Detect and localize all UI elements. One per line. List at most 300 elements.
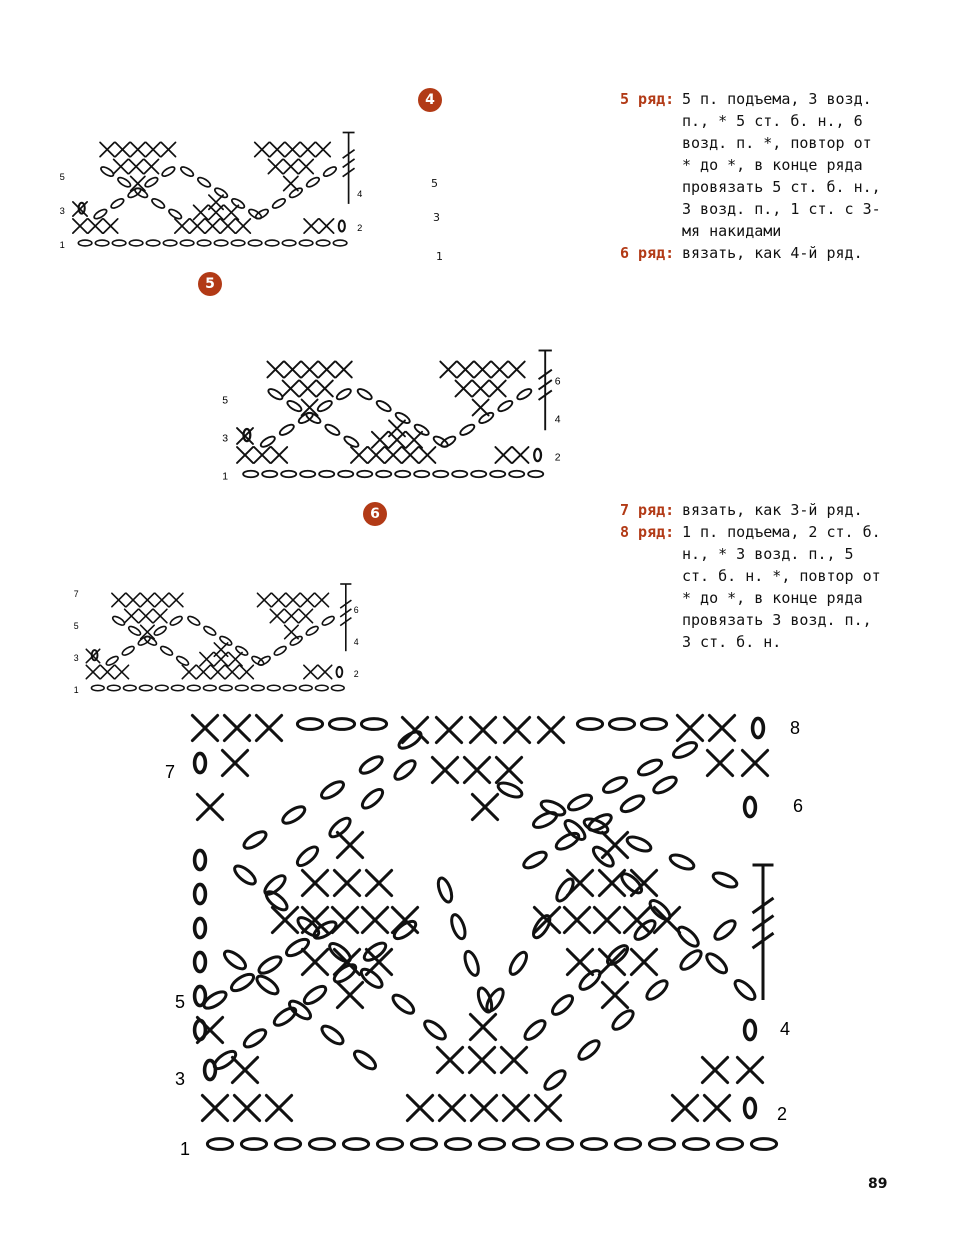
chain-stitch-symbol (577, 719, 602, 730)
crochet-diagram-4 (55, 80, 415, 260)
chain-stitch-symbol (683, 1139, 708, 1150)
single-crochet-symbol (301, 593, 314, 606)
chain-stitch-symbol (111, 615, 125, 627)
chain-stitch-symbol (197, 240, 211, 246)
chain-stitch-symbol (471, 471, 486, 477)
chain-stitch-symbol (243, 471, 258, 477)
single-crochet-symbol (73, 219, 87, 233)
instruction-row-6 (620, 242, 882, 264)
chain-stitch-symbol (445, 1139, 470, 1150)
single-crochet-symbol (567, 949, 592, 974)
single-crochet-symbol (351, 447, 367, 463)
single-crochet-symbol (284, 176, 298, 190)
single-crochet-symbol (672, 1095, 697, 1120)
chain-stitch-symbol (411, 1139, 436, 1150)
instruction-label: 7 ряд: (620, 501, 675, 519)
chain-stitch-symbol (305, 411, 322, 425)
single-crochet-symbol (200, 652, 213, 665)
single-crochet-symbol (332, 907, 357, 932)
chain-stitch-symbol (171, 685, 184, 690)
row-number: 3 (59, 206, 65, 217)
chain-stitch-symbol (619, 793, 646, 815)
instruction-label: 5 ряд: (620, 90, 675, 108)
chain-stitch-symbol (376, 471, 391, 477)
chain-stitch-symbol (248, 240, 262, 246)
row-number: 2 (357, 223, 363, 234)
single-crochet-symbol (602, 982, 627, 1007)
chain-stitch-symbol (272, 1005, 299, 1029)
chain-stitch-symbol (338, 471, 353, 477)
single-crochet-symbol (304, 665, 317, 678)
badge-4: 4 (418, 88, 442, 112)
single-crochet-symbol (742, 750, 767, 775)
single-crochet-symbol (538, 717, 563, 742)
chain-stitch-symbol (219, 685, 232, 690)
chain-stitch-symbol (278, 423, 295, 437)
treble-crochet-symbol (539, 351, 552, 431)
single-crochet-symbol (285, 142, 299, 156)
chain-stitch-symbol (335, 387, 352, 401)
chain-stitch-symbol (93, 208, 108, 221)
chain-stitch-symbol (377, 1139, 402, 1150)
chain-stitch-symbol (319, 779, 346, 802)
chain-stitch-symbol (309, 1139, 334, 1150)
chain-stitch-symbol (668, 852, 695, 872)
single-crochet-symbol (301, 142, 315, 156)
chain-stitch-symbol (273, 645, 287, 657)
chain-stitch-symbol (711, 870, 738, 890)
chain-stitch-symbol (251, 685, 264, 690)
chain-stitch-symbol (462, 950, 481, 977)
single-crochet-symbol (112, 593, 125, 606)
chain-stitch-symbol (359, 786, 385, 811)
chain-stitch-symbol (196, 176, 211, 189)
row-number: 3 (73, 652, 79, 663)
crochet-diagram-large (165, 700, 815, 1170)
chain-stitch-symbol (554, 830, 581, 852)
chain-stitch-symbol (294, 844, 320, 869)
chain-stitch-symbol (343, 1139, 368, 1150)
row-number: 6 (554, 376, 561, 388)
single-crochet-symbol (175, 219, 189, 233)
single-crochet-symbol (299, 609, 312, 622)
row-number: 3 (175, 1069, 186, 1089)
single-crochet-symbol (270, 609, 283, 622)
single-crochet-symbol (402, 447, 418, 463)
single-crochet-symbol (146, 142, 160, 156)
chain-stitch-symbol (179, 165, 194, 178)
single-crochet-symbol (677, 715, 702, 740)
chain-stitch-symbol (259, 435, 276, 449)
single-crochet-symbol (302, 362, 318, 378)
instruction-label: 6 ряд: (620, 244, 675, 262)
single-crochet-symbol (224, 205, 238, 219)
chain-stitch-symbol (395, 471, 410, 477)
single-crochet-symbol (457, 362, 473, 378)
side-number-1: 1 (436, 250, 443, 263)
turning-chain-symbol (195, 1020, 206, 1039)
chain-stitch-symbol (207, 1139, 232, 1150)
chain-stitch-symbol (333, 240, 347, 246)
single-crochet-symbol (285, 362, 301, 378)
single-crochet-symbol (221, 219, 235, 233)
chain-stitch-symbol (107, 685, 120, 690)
single-crochet-symbol (103, 219, 117, 233)
instruction-row-8 (620, 521, 882, 653)
chain-stitch-symbol (357, 471, 372, 477)
chain-stitch-symbol (143, 635, 157, 647)
chain-stitch-symbol (212, 1048, 239, 1072)
single-crochet-symbol (362, 907, 387, 932)
chain-stitch-symbol (235, 685, 248, 690)
chain-stitch-symbol (356, 387, 373, 401)
single-crochet-symbol (319, 219, 333, 233)
chain-stitch-symbol (187, 685, 200, 690)
single-crochet-symbol (285, 625, 298, 638)
chain-stitch-symbol (324, 423, 341, 437)
turning-chain-symbol (195, 850, 206, 869)
single-crochet-symbol (496, 757, 521, 782)
instruction-text: вязать, как 3-й ряд. (682, 501, 863, 519)
instruction-text: вязать, как 4-й ряд. (682, 244, 863, 262)
single-crochet-symbol (366, 870, 391, 895)
chain-stitch-symbol (547, 1139, 572, 1150)
chain-stitch-symbol (582, 816, 609, 836)
chain-stitch-symbol (531, 810, 558, 831)
single-crochet-symbol (182, 665, 195, 678)
single-crochet-symbol (286, 593, 299, 606)
chain-stitch-symbol (117, 176, 132, 189)
chain-stitch-symbol (229, 971, 256, 994)
badge-5: 5 (198, 272, 222, 296)
chain-stitch-symbol (436, 876, 455, 903)
chain-stitch-symbol (507, 950, 530, 977)
single-crochet-symbol (126, 593, 139, 606)
single-crochet-symbol (406, 432, 422, 448)
single-crochet-symbol (436, 717, 461, 742)
chain-stitch-symbol (78, 240, 92, 246)
chain-stitch-symbol (671, 740, 698, 761)
chain-stitch-symbol (95, 240, 109, 246)
single-crochet-symbol (501, 1047, 526, 1072)
single-crochet-symbol (141, 593, 154, 606)
single-crochet-symbol (153, 609, 166, 622)
chain-stitch-symbol (231, 240, 245, 246)
chain-stitch-symbol (414, 471, 429, 477)
single-crochet-symbol (475, 362, 491, 378)
chain-stitch-symbol (139, 685, 152, 690)
single-crochet-symbol (490, 381, 506, 397)
single-crochet-symbol (267, 362, 283, 378)
single-crochet-symbol (492, 362, 508, 378)
single-crochet-symbol (318, 665, 331, 678)
chain-stitch-symbol (230, 197, 245, 210)
chain-stitch-symbol (146, 240, 160, 246)
chain-stitch-symbol (521, 849, 548, 871)
single-crochet-symbol (161, 142, 175, 156)
single-crochet-symbol (100, 142, 114, 156)
single-crochet-symbol (337, 982, 362, 1007)
chain-stitch-symbol (490, 471, 505, 477)
chain-stitch-symbol (651, 774, 678, 796)
row-number: 3 (222, 433, 229, 445)
single-crochet-symbol (599, 870, 624, 895)
single-crochet-symbol (336, 362, 352, 378)
chain-stitch-symbol (358, 754, 385, 777)
chain-stitch-symbol (242, 1027, 269, 1051)
treble-crochet-symbol (340, 584, 351, 651)
chain-stitch-symbol (316, 240, 330, 246)
row-number: 8 (790, 718, 801, 738)
row-number: 2 (353, 668, 359, 679)
chain-stitch-symbol (267, 685, 280, 690)
chain-stitch-symbol (641, 719, 666, 730)
instruction-row-7 (620, 499, 882, 521)
chain-stitch-symbol (280, 804, 307, 827)
single-crochet-symbol (464, 757, 489, 782)
chain-stitch-symbol (265, 240, 279, 246)
chain-stitch-symbol (129, 240, 143, 246)
chain-stitch-symbol (241, 1139, 266, 1150)
single-crochet-symbol (229, 652, 242, 665)
row-number: 4 (780, 1019, 791, 1039)
turning-chain-symbol (195, 952, 206, 971)
chain-stitch-symbol (222, 948, 249, 972)
instruction-row-5 (620, 88, 882, 242)
single-crochet-symbol (304, 219, 318, 233)
chain-stitch-symbol (134, 186, 149, 199)
chain-stitch-symbol (452, 471, 467, 477)
chain-stitch-symbol (271, 197, 286, 210)
chain-stitch-symbol (180, 240, 194, 246)
chain-stitch-symbol (315, 685, 328, 690)
treble-crochet-symbol (343, 133, 355, 204)
single-crochet-symbol (419, 447, 435, 463)
chain-stitch-symbol (522, 1018, 548, 1043)
single-crochet-symbol (319, 362, 335, 378)
single-crochet-symbol (240, 665, 253, 678)
instructions-bottom (620, 499, 882, 653)
row-number: 5 (73, 620, 79, 631)
single-crochet-symbol (432, 757, 457, 782)
chain-stitch-symbol (678, 948, 704, 973)
chain-stitch-symbol (390, 992, 416, 1016)
chain-stitch-symbol (267, 387, 284, 401)
row-number: 1 (59, 240, 65, 251)
single-crochet-symbol (214, 652, 227, 665)
single-crochet-symbol (234, 1095, 259, 1120)
row-number: 4 (554, 414, 561, 426)
single-crochet-symbol (222, 750, 247, 775)
single-crochet-symbol (316, 142, 330, 156)
single-crochet-symbol (385, 447, 401, 463)
chain-stitch-symbol (609, 719, 634, 730)
single-crochet-symbol (470, 1014, 495, 1039)
single-crochet-symbol (236, 219, 250, 233)
diagram-large-svg (165, 700, 815, 1170)
turning-chain-symbol (753, 718, 764, 737)
chain-stitch-symbol (241, 829, 268, 852)
single-crochet-symbol (302, 870, 327, 895)
row-number: 4 (353, 636, 359, 647)
single-crochet-symbol (272, 593, 285, 606)
chain-stitch-symbol (610, 1008, 636, 1033)
single-crochet-symbol (270, 142, 284, 156)
chain-stitch-symbol (449, 913, 468, 940)
single-crochet-symbol (197, 665, 210, 678)
chain-stitch-symbol (282, 240, 296, 246)
chain-stitch-symbol (254, 973, 281, 997)
instruction-label: 8 ряд: (620, 523, 675, 541)
chain-stitch-symbol (300, 471, 315, 477)
chain-stitch-symbol (283, 685, 296, 690)
single-crochet-symbol (470, 717, 495, 742)
chain-stitch-symbol (123, 685, 136, 690)
page-number: 89 (868, 1176, 888, 1192)
chain-stitch-symbol (516, 387, 533, 401)
turning-chain-symbol (745, 1020, 756, 1039)
chain-stitch-symbol (203, 625, 217, 637)
chain-stitch-symbol (203, 685, 216, 690)
single-crochet-symbol (125, 609, 138, 622)
chain-stitch-symbol (299, 240, 313, 246)
single-crochet-symbol (271, 447, 287, 463)
chain-stitch-symbol (479, 1139, 504, 1150)
chain-stitch-symbol (649, 1139, 674, 1150)
single-crochet-symbol (192, 715, 217, 740)
single-crochet-symbol (337, 832, 362, 857)
chain-stitch-symbol (127, 625, 141, 637)
turning-chain-symbol (339, 221, 345, 232)
chain-stitch-symbol (151, 197, 166, 210)
chain-stitch-symbol (319, 1023, 346, 1047)
chain-stitch-symbol (262, 471, 277, 477)
chain-stitch-symbol (100, 165, 115, 178)
single-crochet-symbol (86, 665, 99, 678)
single-crochet-symbol (225, 665, 238, 678)
chain-stitch-symbol (302, 983, 329, 1007)
single-crochet-symbol (315, 593, 328, 606)
chain-stitch-symbol (528, 471, 543, 477)
chain-stitch-symbol (581, 1139, 606, 1150)
turning-chain-symbol (195, 884, 206, 903)
single-crochet-symbol (469, 1047, 494, 1072)
badge-6: 6 (363, 502, 387, 526)
single-crochet-symbol (205, 219, 219, 233)
single-crochet-symbol (224, 715, 249, 740)
single-crochet-symbol (707, 750, 732, 775)
turning-chain-symbol (534, 449, 541, 461)
single-crochet-symbol (285, 609, 298, 622)
turning-chain-symbol (745, 797, 756, 816)
turning-chain-symbol (195, 753, 206, 772)
single-crochet-symbol (472, 794, 497, 819)
chain-stitch-symbol (625, 834, 652, 854)
row-number: 4 (357, 189, 363, 200)
single-crochet-symbol (402, 717, 427, 742)
single-crochet-symbol (194, 205, 208, 219)
chain-stitch-symbol (187, 615, 201, 627)
treble-crochet-symbol (753, 865, 774, 1000)
single-crochet-symbol (237, 447, 253, 463)
single-crochet-symbol (268, 159, 282, 173)
chain-stitch-symbol (396, 729, 423, 752)
chain-stitch-symbol (299, 685, 312, 690)
single-crochet-symbol (139, 609, 152, 622)
chain-stitch-symbol (601, 775, 628, 796)
chain-stitch-symbol (576, 1038, 602, 1063)
single-crochet-symbol (631, 949, 656, 974)
single-crochet-symbol (317, 381, 333, 397)
crochet-diagram-6 (65, 500, 375, 700)
instructions-top (620, 88, 882, 264)
chain-stitch-symbol (331, 685, 344, 690)
single-crochet-symbol (334, 870, 359, 895)
chain-stitch-symbol (319, 471, 334, 477)
single-crochet-symbol (155, 593, 168, 606)
instruction-text: 1 п. подъема, 2 ст. б. н., * 3 возд. п., 5 ст. б. н. *, повтор от * до *, в конце ряда провязать 3 возд. п., 3 ст. б. н. (682, 523, 881, 651)
single-crochet-symbol (702, 1057, 727, 1082)
chain-stitch-symbol (281, 471, 296, 477)
chain-stitch-symbol (305, 625, 319, 637)
chain-stitch-symbol (542, 1068, 568, 1093)
single-crochet-symbol (509, 362, 525, 378)
single-crochet-symbol (437, 1047, 462, 1072)
instruction-text: 5 п. подъема, 3 возд. п., * 5 ст. б. н., 6 возд. п. *, повтор от * до *, в конце ряда провязать 5 ст. б. н., 3 возд. п., 1 ст. с 3-мя накидами (682, 90, 881, 240)
chain-stitch-symbol (235, 645, 249, 657)
single-crochet-symbol (495, 447, 511, 463)
chain-stitch-symbol (256, 954, 283, 977)
side-number-5: 5 (431, 177, 438, 190)
chain-stitch-symbol (316, 399, 333, 413)
single-crochet-symbol (131, 142, 145, 156)
single-crochet-symbol (169, 593, 182, 606)
row-number: 7 (73, 588, 79, 599)
single-crochet-symbol (709, 715, 734, 740)
chain-stitch-symbol (321, 615, 335, 627)
single-crochet-symbol (88, 219, 102, 233)
diagram-6-svg (65, 500, 375, 700)
chain-stitch-symbol (121, 645, 135, 657)
chain-stitch-symbol (275, 1139, 300, 1150)
row-number: 1 (222, 471, 229, 483)
single-crochet-symbol (504, 717, 529, 742)
diagram-4-svg (55, 80, 415, 260)
chain-stitch-symbol (392, 758, 418, 783)
single-crochet-symbol (115, 142, 129, 156)
chain-stitch-symbol (459, 423, 476, 437)
row-number: 5 (59, 172, 65, 183)
single-crochet-symbol (284, 159, 298, 173)
single-crochet-symbol (471, 1095, 496, 1120)
single-crochet-symbol (144, 159, 158, 173)
single-crochet-symbol (372, 432, 388, 448)
chain-stitch-symbol (175, 655, 189, 667)
row-number: 1 (180, 1139, 191, 1159)
side-number-3: 3 (433, 211, 440, 224)
single-crochet-symbol (101, 665, 114, 678)
chain-stitch-symbol (644, 978, 670, 1003)
chain-stitch-symbol (144, 176, 159, 189)
single-crochet-symbol (232, 1057, 257, 1082)
single-crochet-symbol (257, 593, 270, 606)
chain-stitch-symbol (496, 780, 523, 800)
single-crochet-symbol (513, 447, 529, 463)
single-crochet-symbol (389, 432, 405, 448)
row-number: 5 (175, 992, 186, 1012)
chain-stitch-symbol (704, 951, 730, 976)
single-crochet-symbol (209, 205, 223, 219)
